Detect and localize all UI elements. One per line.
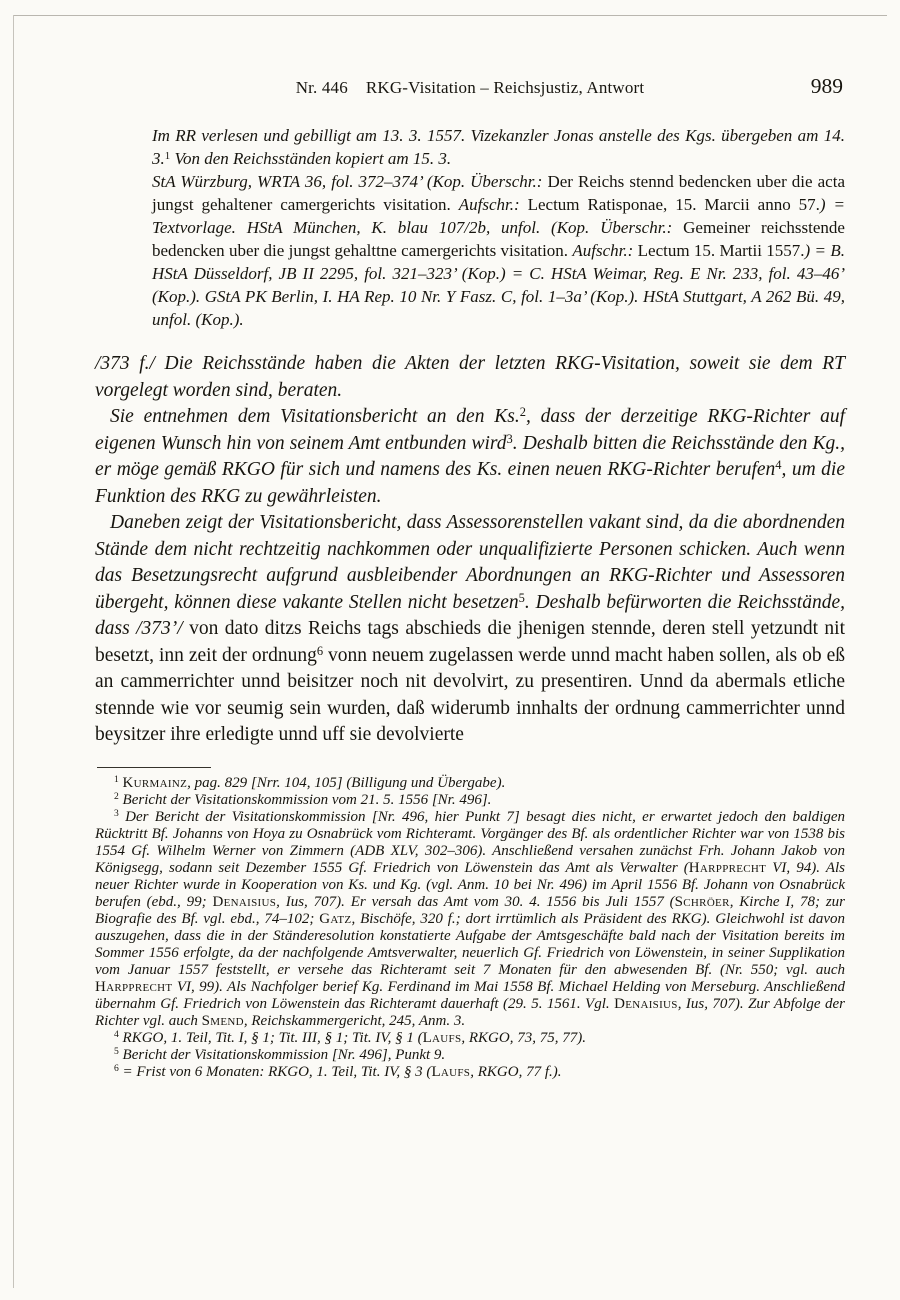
document-title: RKG-Visitation – Reichsjustiz, Antwort xyxy=(365,78,645,97)
headnote-block xyxy=(152,124,845,331)
body-paragraph-3: Daneben zeigt der Visitationsbericht, dass Assessorenstellen vakant sind, da die abordnenden Stände dem nicht rechtzeitig nachkommen oder unqualifizierte Personen schicken. Auch wenn das Besetzungsrecht aufgrund ausbleibender Abordnungen an RKG-Richter und Assessoren übergeht, können diese vakante Stellen nicht besetzen$^5$. Deshalb befürworten die Reichsstände, dass /373’/ von dato ditzs Reichs tags abschieds die jhenigen stennde, deren stell yetzundt nit besetzt, inn zeit der ordnung$^6$ vonn neuem zugelassen werde unnd macht haben sollen, als ob eß an cammerrichter unnd beisitzer noch nit devolvirt, zu presentiren. Unnd da abermals etliche stennde wie vor seumig sein wurden, daß widerumb innhalts der ordnung cammerrichter unnd beysitzer ihre erledigte unnd uff sie devolvierte xyxy=(95,512,845,745)
running-head xyxy=(95,78,845,98)
scan-border-left xyxy=(13,15,14,1288)
headnote-protocol-paragraph: Im RR verlesen und gebilligt am 13. 3. 1557. Vizekanzler Jonas anstelle des Kgs. übergeben am 14. 3.$^1$ Von den Reichsständen kopiert am 15. 3. xyxy=(152,126,845,168)
headnote-sources-paragraph: StA Würzburg, WRTA 36, fol. 372–374’ (Kop. Überschr.: Der Reichs stennd bedencken uber die acta jungst gehaltener camergerichts visitation. Aufschr.: Lectum Ratisponae, 15. Marcii anno 57.) = Textvorlage. HStA München, K. blau 107/2b, unfol. (Kop. Überschr.: Gemeiner reichsstende bedencken uber die jungst gehalttne camergerichts visitation. Aufschr.: Lectum 15. Martii 1557.) = B. HStA Düsseldorf, JB II 2295, fol. 321–323’ (Kop.) = C. HStA Weimar, Reg. E Nr. 233, fol. 43–46’ (Kop.). GStA PK Berlin, I. HA Rep. 10 Nr. Y Fasz. C, fol. 1–3a’ (Kop.). HStA Stuttgart, A 262 Bü. 49, unfol. (Kop.). xyxy=(152,172,846,329)
footnote-3: $^3$ Der Bericht der Visitationskommission [Nr. 496, hier Punkt 7] besagt dies nicht, er erwartet jedoch den baldigen Rücktritt Bf. Johanns von Hoya zu Osnabrück vom Richteramt. Vorgänger des Bf. als ordentlicher Richter war von 1538 bis 1554 Gf. Wilhelm Werner von Zimmern (ADB XLV, 302–306). Anschließend versahen zunächst Frh. Johann Jakob von Königsegg, sodann seit Dezember 1555 Gf. Friedrich von Löwenstein das Amt als Verwalter (Harpprecht VI, 94). Als neuer Richter wurde in Kooperation von Ks. und Kg. (vgl. Anm. 10 bei Nr. 496) im April 1556 Bf. Johann von Osnabrück berufen (ebd., 99; Denaisius, Ius, 707). Er versah das Amt vom 30. 4. 1556 bis Juli 1557 (Schröer, Kirche I, 78; zur Biografie des Bf. vgl. ebd., 74–102; Gatz, Bischöfe, 320 f.; dort irrtümlich als Präsident des RKG). Gleichwohl ist davon auszugehen, dass die in der Ständeresolution konstatierte Aufgabe der Amtsgeschäfte bald nach der Visitation bereits im Sommer 1556 erfolgte, da der nachfolgende Amtsverwalter, neuerlich Gf. Friedrich von Löwenstein, in seiner Supplikation vom Januar 1557 feststellt, er versehe das Richteramt seit 7 Monaten für den abwesenden Bf. (Nr. 550; vgl. auch Harpprecht VI, 99). Als Nachfolger berief Kg. Ferdinand im Mai 1558 Bf. Michael Helding von Merseburg. Anschließend übernahm Gf. Friedrich von Löwenstein das Richteramt dauerhaft (29. 5. 1561. Vgl. Denaisius, Ius, 707). Zur Abfolge der Richter vgl. auch Smend, Reichskammergericht, 245, Anm. 3. xyxy=(95,808,846,1029)
footnotes-section xyxy=(95,767,845,1081)
body-paragraph-1: /373 f./ Die Reichsstände haben die Akten der letzten RKG-Visitation, soweit sie dem RT vorgelegt worden sind, beraten. xyxy=(95,353,845,401)
footnote-5: $^5$ Bericht der Visitationskommission [Nr. 496], Punkt 9. xyxy=(114,1046,446,1063)
footnote-4: $^4$ RKGO, 1. Teil, Tit. I, § 1; Tit. III, § 1; Tit. IV, § 1 (Laufs, RKGO, 73, 75, 77). xyxy=(114,1029,586,1046)
body-paragraph-2: Sie entnehmen dem Visitationsbericht an den Ks.$^2$, dass der derzeitige RKG-Richter auf eigenen Wunsch hin von seinem Amt entbunden wird$^3$. Deshalb bitten die Reichsstände den Kg., er möge gemäß RKGO für sich und namens des Ks. einen neuen RKG-Richter berufen$^4$, um die Funktion des RKG zu gewährleisten. xyxy=(95,405,845,507)
page-number: 989 xyxy=(810,74,843,98)
scan-border-top xyxy=(13,15,887,16)
page-content xyxy=(95,74,846,1081)
document-number: Nr. 446 xyxy=(295,78,348,97)
main-text xyxy=(95,351,845,749)
running-header xyxy=(95,74,845,104)
footnote-6: $^6$ = Frist von 6 Monaten: RKGO, 1. Teil, Tit. IV, § 3 (Laufs, RKGO, 77 f.). xyxy=(114,1063,562,1080)
footnote-1: $^1$ Kurmainz, pag. 829 [Nrr. 104, 105] (Billigung und Übergabe). xyxy=(114,774,506,791)
footnote-separator-rule xyxy=(97,767,211,768)
footnote-2: $^2$ Bericht der Visitationskommission vom 21. 5. 1556 [Nr. 496]. xyxy=(114,791,492,808)
